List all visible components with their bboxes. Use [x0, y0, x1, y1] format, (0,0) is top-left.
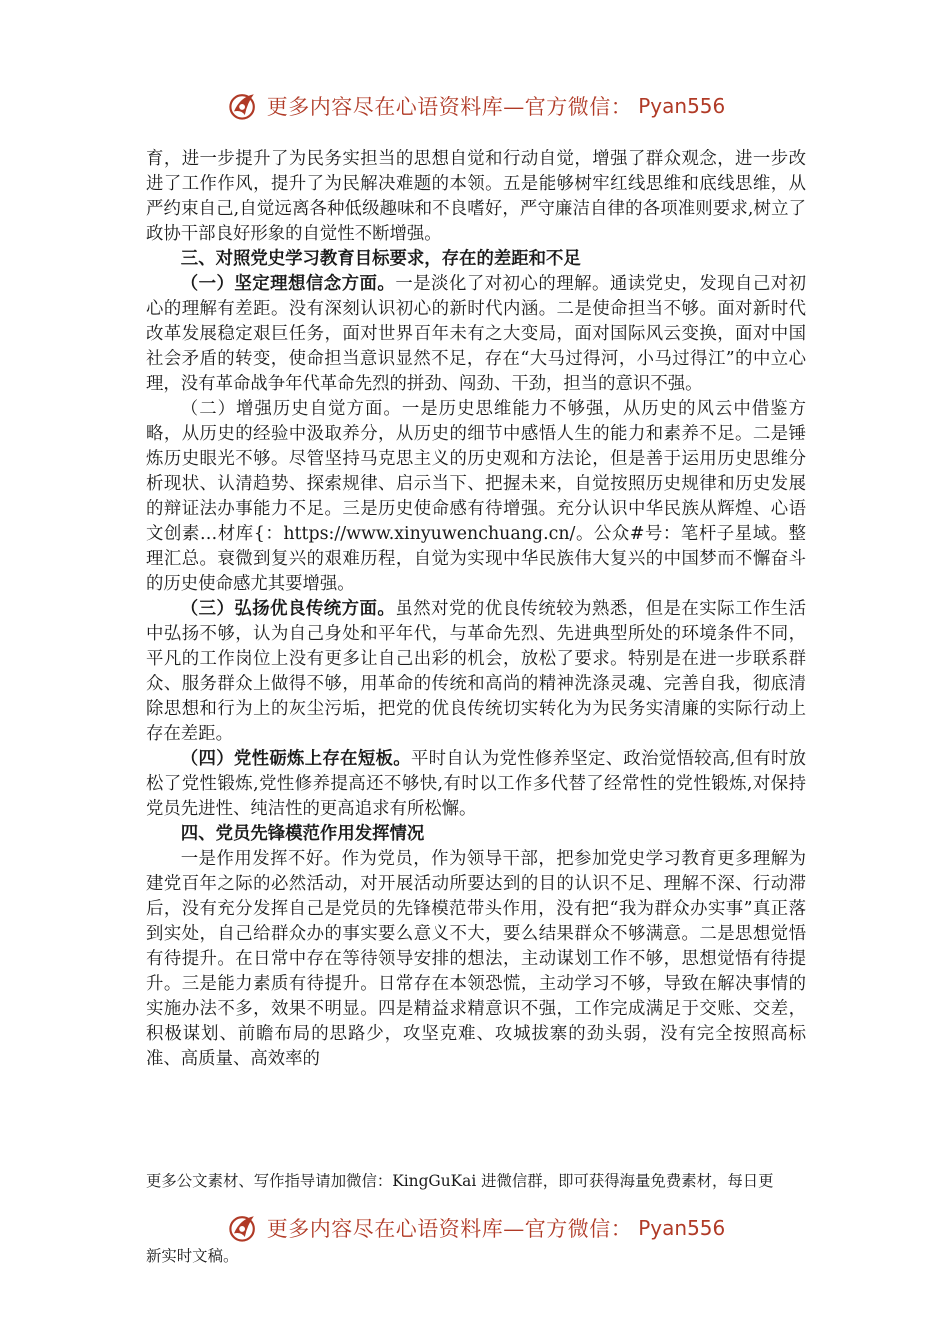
- watermark-text: 更多内容尽在心语资料库—官方微信：: [266, 95, 633, 119]
- paragraph-party-spirit-text: 平时自认为党性修养坚定、政治觉悟较高,但有时放松了党性锻炼,党性修养提高还不够快,有时以工作多代替了经常性的党性锻炼,对保持党员先进性、纯洁性的更高追求有所松懈。: [146, 749, 806, 819]
- footer-promo-tail: 新实时文稿。: [146, 1247, 239, 1265]
- paragraph-tradition: [146, 597, 806, 747]
- watermark-footer: [0, 1208, 950, 1248]
- watermark-wechat-id: Pyan556: [638, 1216, 726, 1240]
- paragraph-continued: 育，进一步提升了为民务实担当的思想自觉和行动自觉，增强了群众观念，进一步改进了工作作风，提升了为民解决难题的本领。五是能够树牢红线思维和底线思维，从严约束自己,自觉远离各种低级趣味和不良嗜好，严守廉洁自律的各项准则要求,树立了政协干部良好形象的自觉性不断增强。: [146, 149, 806, 244]
- subheading-party-spirit: （四）党性砺炼上存在短板。: [180, 749, 411, 769]
- paragraph-ideals-text: 一是淡化了对初心的理解。通读党史，发现自己对初心的理解有差距。没有深刻认识初心的新时代内涵。二是使命担当不够。面对新时代改革发展稳定艰巨任务，面对世界百年未有之大变局，面对国际风云变换，面对中国社会矛盾的转变，使命担当意识显然不足，存在“大马过得河，小马过得江”的中立心理，没有革命战争年代革命先烈的拼劲、闯劲、干劲，担当的意识不强。: [146, 274, 806, 394]
- section-heading-3: 三、对照党史学习教育目标要求，存在的差距和不足: [180, 249, 581, 269]
- paragraph-history: （二）增强历史自觉方面。一是历史思维能力不够强，从历史的风云中借鉴方略，从历史的经验中汲取养分，从历史的细节中感悟人生的能力和素养不足。二是锤炼历史眼光不够。尽管坚持马克思主义的历史观和方法论，但是善于运用历史思维分析现状、认清趋势、探索规律、启示当下、把握未来，自觉按照历史规律和历史发展的辩证法办事能力不足。三是历史使命感有待增强。充分认识中华民族从辉煌、心语文创素…材库{：https://www.xinyuwenchuang.cn/。公众#号：笔杆子星域。整理汇总。衰微到复兴的艰难历程，自觉为实现中华民族伟大复兴的中国梦而不懈奋斗的历史使命感尤其要增强。: [146, 399, 806, 594]
- paragraph-party-spirit: [146, 747, 806, 822]
- paragraph-tradition-text: 虽然对党的优良传统较为熟悉，但是在实际工作生活中弘扬不够，认为自己身处和平年代，与革命先烈、先进典型所处的环境条件不同，平凡的工作岗位上没有更多让自己出彩的机会，放松了要求。特别是在进一步联系群众、服务群众上做得不够，用革命的传统和高尚的精神洗涤灵魂、完善自我，彻底清除思想和行为上的灰尘污垢，把党的优良传统切实转化为为民务实清廉的实际行动上存在差距。: [146, 599, 806, 744]
- paragraph-ideals: [146, 272, 806, 397]
- watermark-logo-icon: [225, 88, 261, 124]
- footer-promo-line: 更多公文素材、写作指导请加微信：KingGuKai 进微信群，即可获得海量免费素材，每日更: [146, 1172, 774, 1190]
- subheading-ideals: （一）坚定理想信念方面。: [180, 274, 396, 294]
- section-heading-4: 四、党员先锋模范作用发挥情况: [180, 824, 425, 844]
- subheading-tradition: （三）弘扬优良传统方面。: [180, 599, 396, 619]
- document-body: [146, 147, 806, 1072]
- paragraph-role: 一是作用发挥不好。作为党员，作为领导干部，把参加党史学习教育更多理解为建党百年之际的必然活动，对开展活动所要达到的目的认识不足、理解不深、行动滞后，没有充分发挥自己是党员的先锋模范带头作用，没有把“我为群众办实事”真正落到实处，自己给群众办的事实要么意义不大，要么结果群众不够满意。二是思想觉悟有待提升。在日常中存在等待领导安排的想法，主动谋划工作不够，思想觉悟有待提升。三是能力素质有待提升。日常存在本领恐慌，主动学习不够，导致在解决事情的实施办法不多，效果不明显。四是精益求精意识不强，工作完成满足于交账、交差，积极谋划、前瞻布局的思路少，攻坚克难、攻城拔寨的劲头弱，没有完全按照高标准、高质量、高效率的: [146, 849, 806, 1069]
- watermark-logo-icon: [225, 1210, 261, 1246]
- watermark-header: [0, 86, 950, 126]
- watermark-wechat-id: Pyan556: [638, 94, 726, 118]
- watermark-text: 更多内容尽在心语资料库—官方微信：: [266, 1217, 633, 1241]
